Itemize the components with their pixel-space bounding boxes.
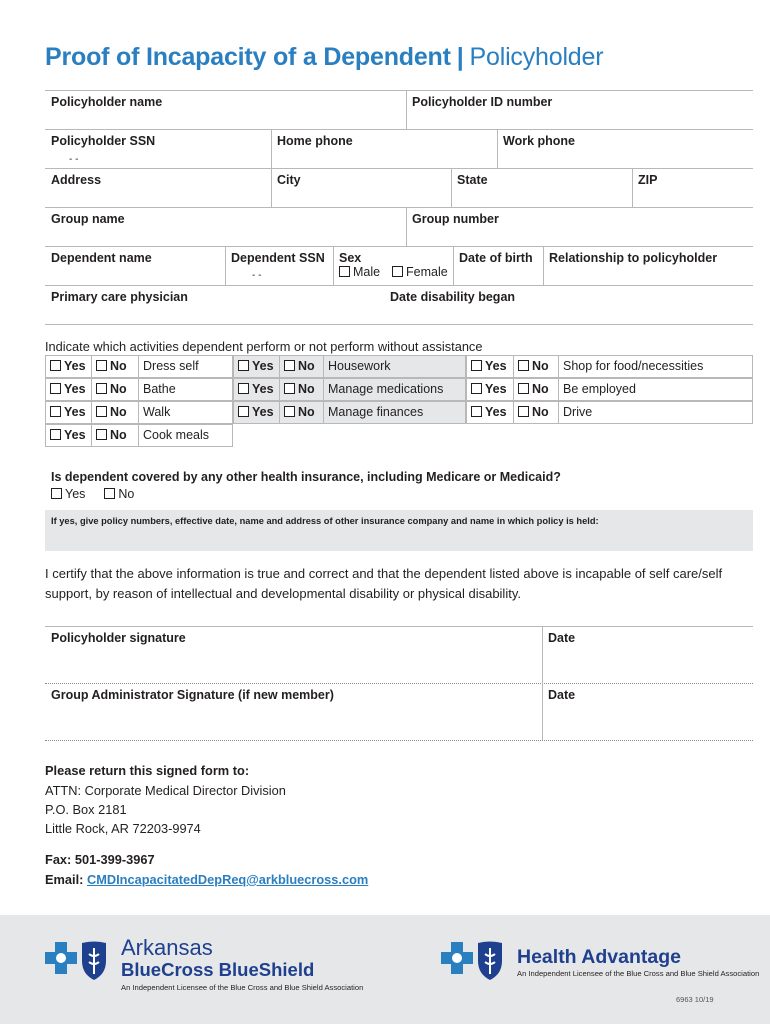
activity-name-cell [138, 378, 233, 401]
insurance-question: Is dependent covered by any other health insurance, including Medicare or Medicaid? [51, 470, 561, 484]
activity-name-cell [323, 401, 466, 424]
insurance-details-label: If yes, give policy numbers, effective date, name and address of other insurance company and name in which policy is held: [51, 516, 599, 526]
footer [0, 915, 770, 1024]
brand-bcbs: BlueCross BlueShield [121, 959, 315, 980]
yes-label: Yes [485, 359, 507, 373]
activity-label: Drive [563, 405, 593, 419]
checkbox-icon[interactable] [518, 360, 529, 371]
group-admin-signature-field[interactable]: Group Administrator Signature (if new member) [51, 688, 334, 702]
relationship-field[interactable]: Relationship to policyholder [549, 251, 718, 265]
no-label: No [532, 405, 549, 419]
return-city: Little Rock, AR 72203-9974 [45, 821, 201, 836]
work-phone-field[interactable]: Work phone [503, 134, 575, 148]
grid-line [45, 207, 753, 208]
activity-yes-checkbox[interactable] [466, 355, 514, 378]
policyholder-name-field[interactable]: Policyholder name [51, 95, 163, 109]
activity-label: Manage finances [328, 405, 424, 419]
certification-text: I certify that the above information is true and correct and that the dependent listed above is incapable of self care/self support, by reason of intellectual and developmental disability or physical disability. [45, 566, 723, 601]
fax-number: Fax: 501-399-3967 [45, 852, 155, 867]
checkbox-icon[interactable] [284, 360, 295, 371]
form-title-sub: Policyholder [469, 43, 604, 71]
checkbox-icon[interactable] [50, 360, 61, 371]
checkbox-icon[interactable] [284, 383, 295, 394]
form-number: 6963 10/19 [676, 995, 714, 1004]
home-phone-field[interactable]: Home phone [277, 134, 353, 148]
checkbox-icon[interactable] [238, 360, 249, 371]
activity-no-checkbox[interactable] [513, 401, 559, 424]
insurance-yes-label: Yes [65, 487, 86, 501]
yes-label: Yes [64, 428, 86, 442]
activity-yes-checkbox[interactable] [466, 401, 514, 424]
sex-female-label: Female [406, 265, 448, 279]
insurance-no-label: No [118, 487, 135, 501]
no-label: No [298, 359, 315, 373]
email-label: Email: [45, 872, 84, 887]
group-name-field[interactable]: Group name [51, 212, 125, 226]
date-disability-field[interactable]: Date disability began [390, 290, 516, 304]
insurance-details-box[interactable] [45, 510, 753, 551]
dependent-name-field[interactable]: Dependent name [51, 251, 152, 265]
activity-name-cell [138, 424, 233, 447]
no-label: No [110, 405, 127, 419]
return-attn: ATTN: Corporate Medical Director Division [45, 783, 286, 798]
activity-no-checkbox[interactable] [279, 355, 324, 378]
checkbox-icon[interactable] [518, 383, 529, 394]
checkbox-icon[interactable] [238, 383, 249, 394]
return-pobox: P.O. Box 2181 [45, 802, 127, 817]
grid-line [45, 324, 753, 325]
activity-no-checkbox[interactable] [513, 355, 559, 378]
sig-line [45, 740, 753, 741]
no-label: No [110, 359, 127, 373]
ssn-dashes: - - [69, 154, 79, 165]
activity-yes-checkbox[interactable] [45, 378, 92, 401]
state-field[interactable]: State [457, 173, 488, 187]
brand-health-advantage: Health Advantage [517, 946, 681, 968]
activity-label: Manage medications [328, 382, 444, 396]
yes-label: Yes [485, 382, 507, 396]
yes-label: Yes [64, 359, 86, 373]
checkbox-icon[interactable] [518, 406, 529, 417]
activity-label: Walk [143, 405, 171, 419]
group-number-field[interactable]: Group number [412, 212, 499, 226]
activity-name-cell [138, 401, 233, 424]
primary-care-field[interactable]: Primary care physician [51, 290, 188, 304]
email-line [45, 872, 368, 887]
activity-yes-checkbox[interactable] [45, 424, 92, 447]
checkbox-icon[interactable] [471, 383, 482, 394]
checkbox-icon[interactable] [392, 266, 403, 277]
no-label: No [110, 428, 127, 442]
zip-field[interactable]: ZIP [638, 173, 658, 187]
title-separator: | [456, 43, 464, 71]
dependent-ssn-dashes: - - [252, 270, 262, 281]
checkbox-icon[interactable] [284, 406, 295, 417]
activity-label: Bathe [143, 382, 176, 396]
checkbox-icon[interactable] [471, 406, 482, 417]
activity-label: Be employed [563, 382, 636, 396]
activity-label: Dress self [143, 359, 199, 373]
activities-intro: Indicate which activities dependent perform or not perform without assistance [45, 339, 483, 354]
no-label: No [298, 382, 315, 396]
date-of-birth-field[interactable]: Date of birth [459, 251, 533, 265]
return-heading: Please return this signed form to: [45, 763, 250, 778]
activity-yes-checkbox[interactable] [45, 401, 92, 424]
activity-no-checkbox[interactable] [91, 401, 139, 424]
activity-name-cell [558, 401, 753, 424]
no-label: No [532, 382, 549, 396]
yes-label: Yes [252, 359, 274, 373]
yes-label: Yes [252, 382, 274, 396]
email-link[interactable]: CMDIncapacitatedDepReq@arkbluecross.com [86, 872, 369, 887]
activity-name-cell [558, 355, 753, 378]
form-title [45, 43, 603, 72]
brand-tagline: An Independent Licensee of the Blue Cross and Blue Shield Association [121, 983, 364, 992]
city-field[interactable]: City [277, 173, 301, 187]
checkbox-icon[interactable] [339, 266, 350, 277]
no-label: No [532, 359, 549, 373]
policyholder-id-field[interactable]: Policyholder ID number [412, 95, 553, 109]
checkbox-icon[interactable] [471, 360, 482, 371]
policyholder-signature-date[interactable]: Date [548, 631, 576, 645]
activity-no-checkbox[interactable] [513, 378, 559, 401]
form-title-main: Proof of Incapacity of a Dependent [45, 43, 451, 71]
yes-label: Yes [485, 405, 507, 419]
checkbox-icon[interactable] [96, 429, 107, 440]
policyholder-signature-field[interactable]: Policyholder signature [51, 631, 186, 645]
yes-label: Yes [64, 382, 86, 396]
sex-male-label: Male [353, 265, 381, 279]
insurance-options [51, 487, 134, 501]
health-advantage-logo-icon [440, 940, 512, 982]
activity-no-checkbox[interactable] [91, 378, 139, 401]
activity-name-cell [558, 378, 753, 401]
activity-no-checkbox[interactable] [91, 355, 139, 378]
insurance-no-checkbox[interactable] [104, 488, 115, 499]
checkbox-icon[interactable] [96, 383, 107, 394]
checkbox-icon[interactable] [238, 406, 249, 417]
checkbox-icon[interactable] [96, 406, 107, 417]
sex-male-option[interactable] [339, 265, 380, 279]
activity-yes-checkbox[interactable] [466, 378, 514, 401]
dependent-ssn-field[interactable]: Dependent SSN [231, 251, 325, 265]
activity-label: Housework [328, 359, 391, 373]
activity-yes-checkbox[interactable] [233, 378, 280, 401]
activity-yes-checkbox[interactable] [45, 355, 92, 378]
checkbox-icon[interactable] [50, 406, 61, 417]
address-field[interactable]: Address [51, 173, 102, 187]
sex-field-label: Sex [339, 251, 362, 265]
activity-name-cell [323, 378, 466, 401]
yes-label: Yes [64, 405, 86, 419]
checkbox-icon[interactable] [96, 360, 107, 371]
activity-label: Cook meals [143, 428, 209, 442]
brand2-tagline: An Independent Licensee of the Blue Cross and Blue Shield Association [517, 969, 760, 978]
group-admin-signature-date[interactable]: Date [548, 688, 576, 702]
brand-arkansas: Arkansas [121, 935, 213, 960]
checkbox-icon[interactable] [50, 383, 61, 394]
activity-no-checkbox[interactable] [91, 424, 139, 447]
activity-yes-checkbox[interactable] [233, 355, 280, 378]
activity-no-checkbox[interactable] [279, 378, 324, 401]
no-label: No [110, 382, 127, 396]
bluecross-blueshield-logo-icon [44, 940, 116, 982]
yes-label: Yes [252, 405, 274, 419]
checkbox-icon[interactable] [50, 429, 61, 440]
activity-yes-checkbox[interactable] [233, 401, 280, 424]
sex-female-option[interactable] [392, 265, 448, 279]
activity-name-cell [323, 355, 466, 378]
policyholder-ssn-field[interactable]: Policyholder SSN [51, 134, 156, 148]
insurance-yes-checkbox[interactable] [51, 488, 62, 499]
no-label: No [298, 405, 315, 419]
activity-label: Shop for food/necessities [563, 359, 704, 373]
activity-name-cell [138, 355, 233, 378]
activity-no-checkbox[interactable] [279, 401, 324, 424]
